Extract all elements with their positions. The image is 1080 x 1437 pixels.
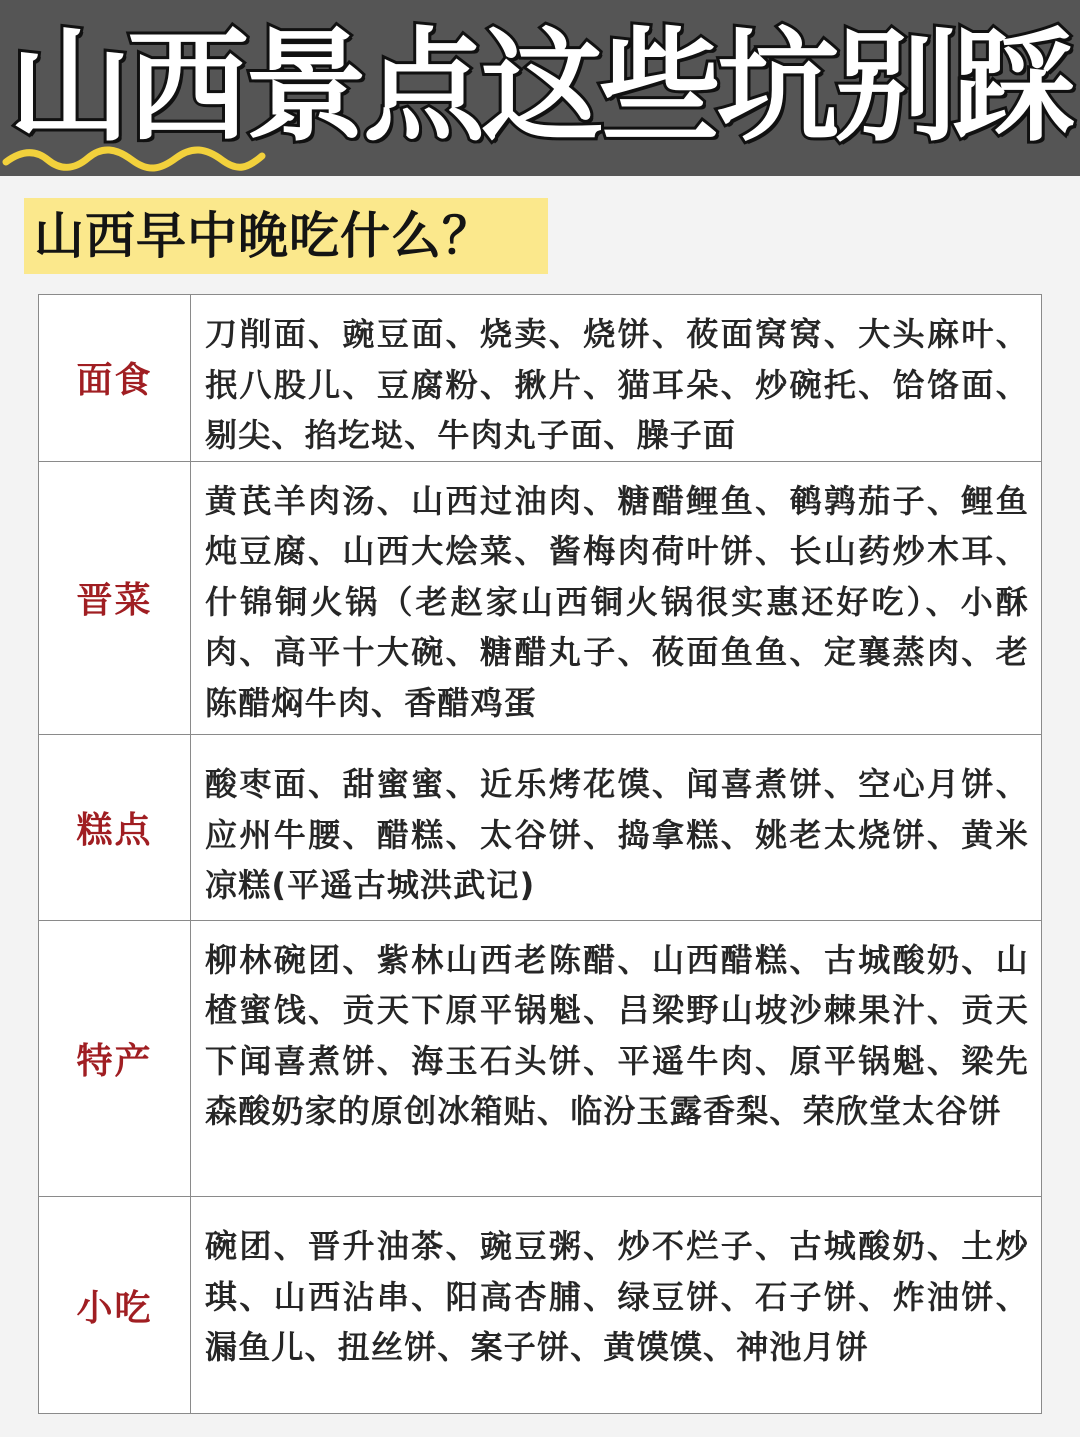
category-cell: 特产 (39, 921, 191, 1197)
items-cell: 刀削面、豌豆面、烧卖、烧饼、莜面窝窝、大头麻叶、抿八股儿、豆腐粉、揪片、猫耳朵、炒碗托、饸饹面、剔尖、掐圪垯、牛肉丸子面、臊子面 (205, 315, 1029, 454)
items-cell: 柳林碗团、紫林山西老陈醋、山西醋糕、古城酸奶、山楂蜜饯、贡天下原平锅魁、吕梁野山坡沙棘果汁、贡天下闻喜煮饼、海玉石头饼、平遥牛肉、原平锅魁、梁先森酸奶家的原创冰箱贴、临汾玉露香梨、荣欣堂太谷饼 (205, 940, 1029, 1131)
items-cell: 酸枣面、甜蜜蜜、近乐烤花馍、闻喜煮饼、空心月饼、应州牛腰、醋糕、太谷饼、捣拿糕、姚老太烧饼、黄米凉糕(平遥古城洪武记) (205, 765, 1029, 905)
squiggle-underline-icon (0, 140, 270, 180)
table-row (39, 462, 1041, 736)
page-title: 山西景点这些坑别踩 (9, 16, 1071, 158)
category-cell: 小吃 (39, 1197, 191, 1413)
category-cell: 糕点 (39, 735, 191, 920)
table-row (39, 295, 1041, 462)
category-cell: 面食 (39, 295, 191, 461)
items-cell: 碗团、晋升油茶、豌豆粥、炒不烂子、古城酸奶、土炒琪、山西沾串、阳高杏脯、绿豆饼、石子饼、炸油饼、漏鱼儿、扭丝饼、案子饼、黄馍馍、神池月饼 (205, 1227, 1029, 1367)
items-cell: 黄芪羊肉汤、山西过油肉、糖醋鲤鱼、鹌鹑茄子、鲤鱼炖豆腐、山西大烩菜、酱梅肉荷叶饼、长山药炒木耳、什锦铜火锅（老赵家山西铜火锅很实惠还好吃）、小酥肉、高平十大碗、糖醋丸子、莜面鱼鱼、定襄蒸肉、老陈醋焖牛肉、香醋鸡蛋 (205, 481, 1029, 722)
table-row (39, 1197, 1041, 1413)
category-cell: 晋菜 (39, 462, 191, 735)
table-row (39, 735, 1041, 921)
table-row (39, 921, 1041, 1198)
food-table (38, 294, 1042, 1414)
section-title: 山西早中晚吃什么？ (34, 207, 493, 265)
